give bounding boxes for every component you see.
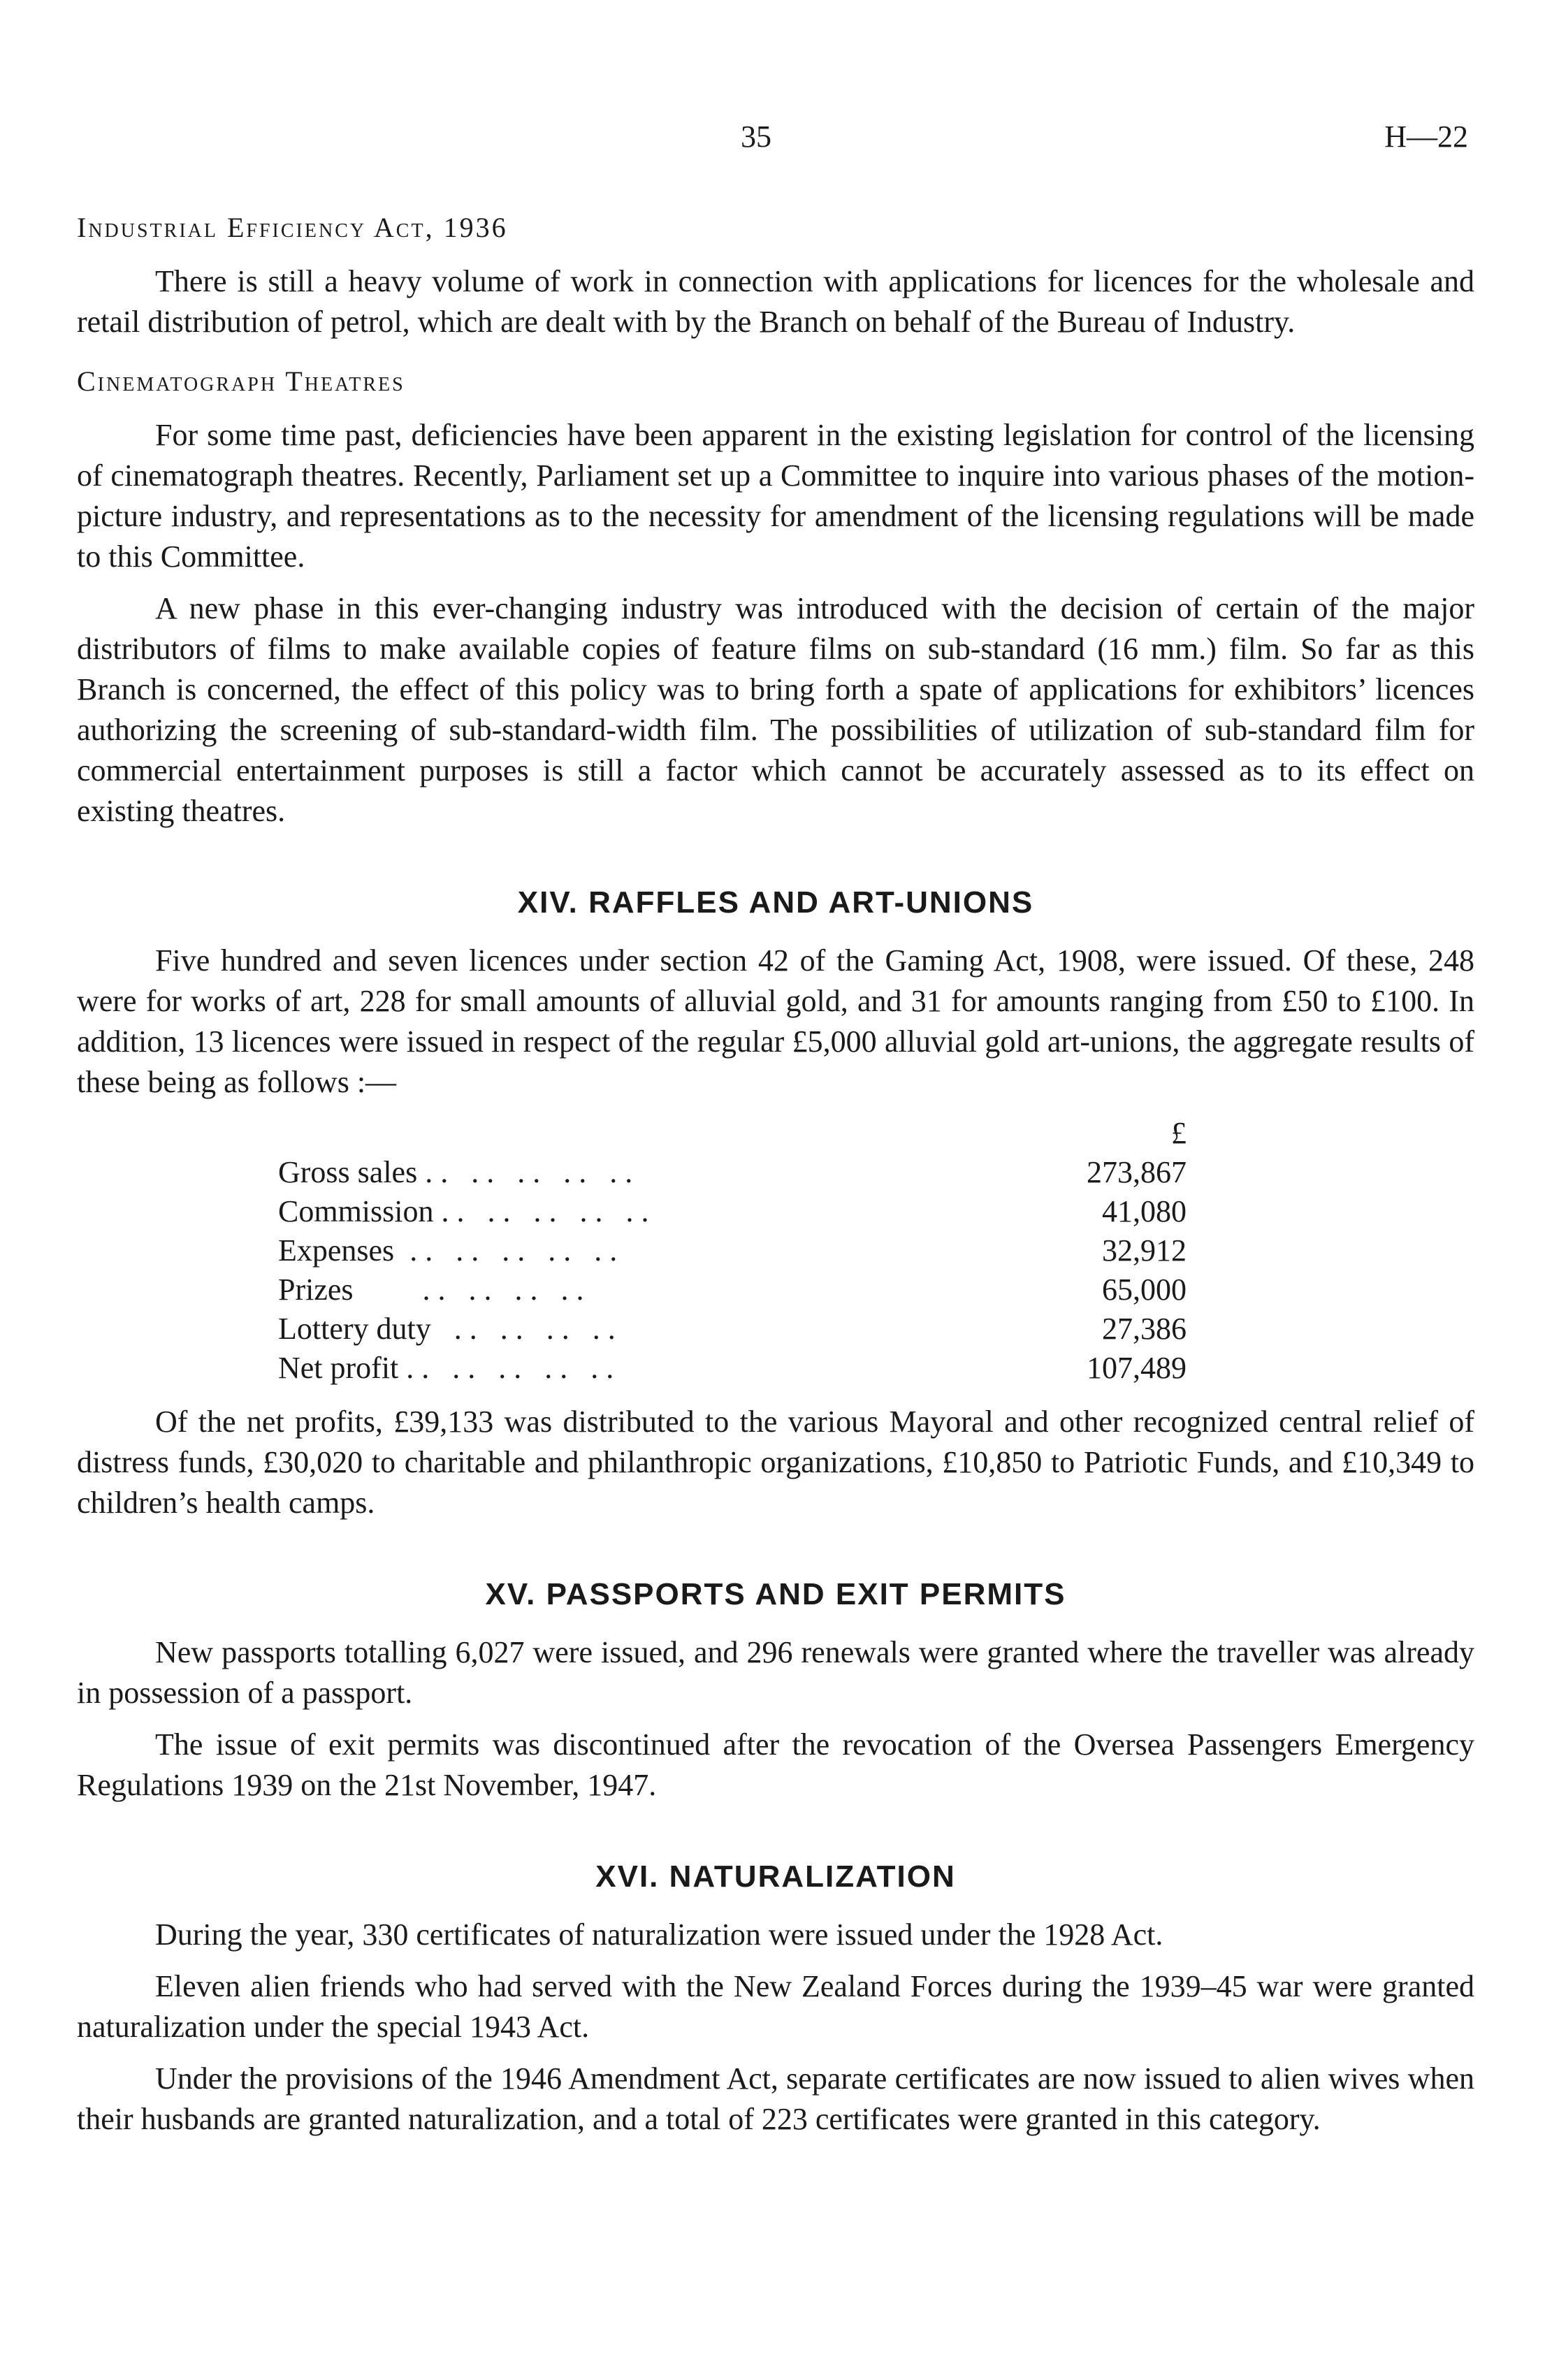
- table-row: [278, 1153, 1187, 1192]
- dot-leader: . . . . . . . .: [353, 1272, 584, 1307]
- cinema-heading: Cinematograph Theatres: [77, 365, 405, 397]
- naturalization-section-title: XVI. NATURALIZATION: [595, 1859, 956, 1894]
- page-number: 35: [741, 119, 771, 154]
- dot-leader: . . . . . . . .: [430, 1312, 616, 1346]
- passports-section-title: XV. PASSPORTS AND EXIT PERMITS: [485, 1577, 1066, 1611]
- naturalization-paragraph: Under the provisions of the 1946 Amendment Act, separate certificates are now issued to alien wives when their husbands are granted naturalization, and a total of 223 certificates were granted in this category.: [77, 2061, 1474, 2136]
- currency-row: [278, 1114, 1187, 1153]
- table-row: [278, 1270, 1187, 1309]
- dot-leader: . . . . . . . . . .: [433, 1194, 649, 1228]
- raffles-section-title: XIV. RAFFLES AND ART-UNIONS: [517, 885, 1034, 920]
- cinema-paragraph: A new phase in this ever-changing industry was introduced with the decision of certain of the major distributors of films to make available copies of feature films on sub-standard (16 mm.) film. So far as this Branch is concerned, the effect of this policy was to bring forth a spate of applications for exhibitors’ licences authorizing the screening of sub-standard-width film. The possibilities of utilization of sub-standard film for commercial entertainment purposes is still a factor which cannot be accurately assessed as to its effect on existing theatres.: [77, 591, 1474, 828]
- cinema-paragraph: For some time past, deficiencies have been apparent in the existing legislation for control of the licensing of cinematograph theatres. Recently, Parliament set up a Committee to inquire into various phases of the motion-picture industry, and representations as to the necessity for amendment of the licensing regulations will be made to this Committee.: [77, 418, 1474, 574]
- art-union-results-table: [278, 1114, 1187, 1388]
- raffles-intro: Five hundred and seven licences under section 42 of the Gaming Act, 1908, were issued. Of these, 248 were for works of art, 228 for small amounts of alluvial gold, and 31 for amounts ranging from £50 to £100. In addition, 13 licences were issued in respect of the regular £5,000 alluvial gold art-unions, the aggregate results of these being as follows :—: [77, 943, 1474, 1099]
- naturalization-paragraph: During the year, 330 certificates of naturalization were issued under the 1928 Act.: [155, 1917, 1163, 1952]
- dot-leader: . . . . . . . . . .: [394, 1233, 618, 1268]
- naturalization-paragraph: Eleven alien friends who had served with the New Zealand Forces during the 1939–45 war were granted naturalization under the special 1943 Act.: [77, 1969, 1474, 2044]
- passports-paragraph: The issue of exit permits was discontinued after the revocation of the Oversea Passengers Emergency Regulations 1939 on the 21st November, 1947.: [77, 1727, 1474, 1802]
- dot-leader: . . . . . . . . . .: [417, 1155, 633, 1189]
- row-label: Gross sales: [278, 1155, 418, 1189]
- dot-leader: . . . . . . . . . .: [398, 1351, 614, 1385]
- row-amount: 32,912: [1102, 1233, 1187, 1268]
- table-row: [278, 1231, 1187, 1270]
- raffles-closing: Of the net profits, £39,133 was distributed to the various Mayoral and other recognized central relief of distress funds, £30,020 to charitable and philanthropic organizations, £10,850 to Patriotic Funds, and £10,349 to children’s health camps.: [77, 1405, 1474, 1520]
- row-amount: 65,000: [1102, 1272, 1187, 1307]
- page-content: [77, 210, 1474, 2151]
- row-amount: 273,867: [1087, 1155, 1187, 1189]
- table-row: [278, 1192, 1187, 1231]
- row-label: Prizes: [278, 1272, 354, 1307]
- industrial-heading: Industrial Efficiency Act, 1936: [77, 212, 508, 243]
- currency-symbol: £: [1171, 1116, 1187, 1150]
- row-amount: 107,489: [1087, 1351, 1187, 1385]
- table-row: [278, 1349, 1187, 1388]
- row-amount: 41,080: [1102, 1194, 1187, 1228]
- row-label: Net profit: [278, 1351, 399, 1385]
- document-reference: H—22: [1384, 119, 1468, 154]
- row-label: Commission: [278, 1194, 434, 1228]
- industrial-paragraph: There is still a heavy volume of work in connection with applications for licences for the wholesale and retail distribution of petrol, which are dealt with by the Branch on behalf of the Bureau of Industry.: [77, 264, 1474, 339]
- table-row: [278, 1309, 1187, 1349]
- row-label: Lottery duty: [278, 1312, 431, 1346]
- passports-paragraph: New passports totalling 6,027 were issued, and 296 renewals were granted where the traveller was already in possession of a passport.: [77, 1635, 1474, 1710]
- row-label: Expenses: [278, 1233, 395, 1268]
- row-amount: 27,386: [1102, 1312, 1187, 1346]
